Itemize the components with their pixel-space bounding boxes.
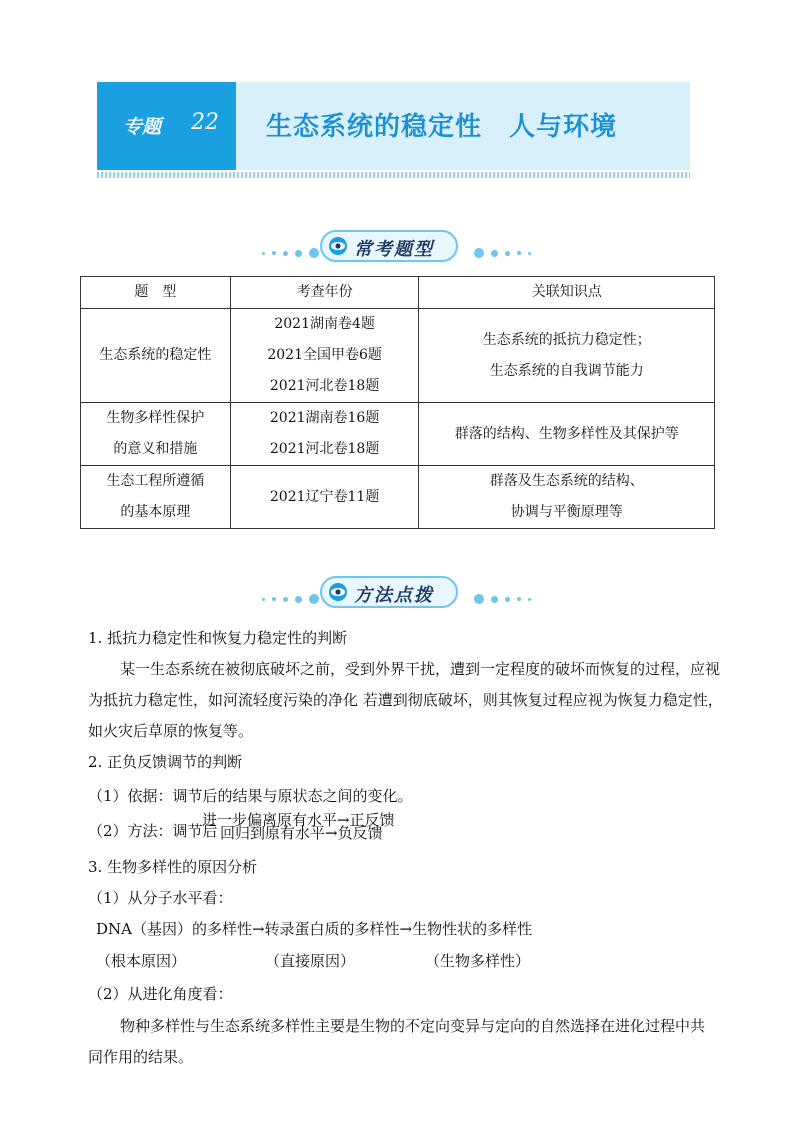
heading-2: 2. 正负反馈调节的判断 bbox=[88, 753, 243, 771]
heading-3: 3. 生物多样性的原因分析 bbox=[88, 858, 258, 876]
paragraph-line: 物种多样性与生态系统多样性主要是生物的不定向变异与定向的自然选择在进化过程中共 bbox=[120, 1017, 706, 1035]
exam-types-table bbox=[80, 276, 715, 529]
table-cell-type: 生态工程所遵循 的基本原理 bbox=[81, 466, 231, 529]
decor-dots-right bbox=[474, 248, 531, 258]
paragraph-line: 同作用的结果。 bbox=[88, 1048, 194, 1066]
chain-label-root: （根本原因） bbox=[96, 952, 187, 970]
banner-divider bbox=[97, 172, 690, 178]
decor-dots-right bbox=[474, 594, 531, 604]
table-cell-years: 2021湖南卷4题 2021全国甲卷6题 2021河北卷18题 bbox=[230, 309, 419, 403]
heading-1: 1. 抵抗力稳定性和恢复力稳定性的判断 bbox=[88, 629, 348, 647]
table-header-cell: 题 型 bbox=[81, 277, 231, 309]
eye-icon bbox=[328, 582, 348, 602]
diversity-chain: DNA（基因）的多样性→转录蛋白质的多样性→生物性状的多样性 bbox=[96, 920, 533, 938]
positive-feedback-branch: 进一步偏离原有水平→正反馈 bbox=[202, 811, 395, 829]
table-cell-type: 生态系统的稳定性 bbox=[81, 309, 231, 403]
paragraph-line: （1）从分子水平看： bbox=[88, 889, 233, 907]
table-header-cell: 考查年份 bbox=[230, 277, 419, 309]
decor-dots-left bbox=[262, 594, 319, 604]
section-heading-method-tips bbox=[0, 576, 794, 612]
paragraph-line: 为抵抗力稳定性，如河流轻度污染的净化 若遭到彻底破坏，则其恢复过程应视为恢复力稳定性， bbox=[88, 691, 723, 709]
table-cell-knowledge: 群落及生态系统的结构、 协调与平衡原理等 bbox=[419, 466, 715, 529]
section-pill bbox=[320, 230, 458, 262]
page-title: 生态系统的稳定性 人与环境 bbox=[266, 112, 618, 142]
table-cell-knowledge: 生态系统的抵抗力稳定性； 生态系统的自我调节能力 bbox=[419, 309, 715, 403]
paragraph-line: 某一生态系统在被彻底破坏之前，受到外界干扰，遭到一定程度的破坏而恢复的过程，应视 bbox=[120, 660, 721, 678]
table-row bbox=[81, 403, 715, 466]
table-cell-years: 2021湖南卷16题 2021河北卷18题 bbox=[230, 403, 419, 466]
paragraph-line: （2）从进化角度看： bbox=[88, 985, 233, 1003]
table-row bbox=[81, 466, 715, 529]
table-cell-years: 2021辽宁卷11题 bbox=[230, 466, 419, 529]
table-cell-type: 生物多样性保护 的意义和措施 bbox=[81, 403, 231, 466]
paragraph-line: 如火灾后草原的恢复等。 bbox=[88, 722, 254, 740]
eye-icon bbox=[328, 236, 348, 256]
topic-tag bbox=[97, 82, 236, 170]
method-label: （2）方法：调节后 bbox=[88, 822, 218, 840]
negative-feedback-branch: 回归到原有水平→负反馈 bbox=[220, 824, 383, 842]
table-header-cell: 关联知识点 bbox=[419, 277, 715, 309]
paragraph-line: （1）依据：调节后的结果与原状态之间的变化。 bbox=[88, 787, 413, 805]
chain-label-direct: （直接原因） bbox=[265, 952, 356, 970]
table-row bbox=[81, 309, 715, 403]
table-header-row bbox=[81, 277, 715, 309]
section-title: 常考题型 bbox=[354, 239, 434, 260]
section-pill bbox=[320, 576, 458, 608]
chain-label-diversity: （生物多样性） bbox=[425, 952, 531, 970]
section-heading-common-types bbox=[0, 230, 794, 266]
section-title: 方法点拨 bbox=[354, 585, 434, 606]
topic-tag-word: 专题 bbox=[123, 116, 162, 138]
topic-tag-number: 22 bbox=[191, 110, 219, 135]
table-cell-knowledge: 群落的结构、生物多样性及其保护等 bbox=[419, 403, 715, 466]
header-banner bbox=[97, 82, 690, 170]
decor-dots-left bbox=[262, 248, 319, 258]
